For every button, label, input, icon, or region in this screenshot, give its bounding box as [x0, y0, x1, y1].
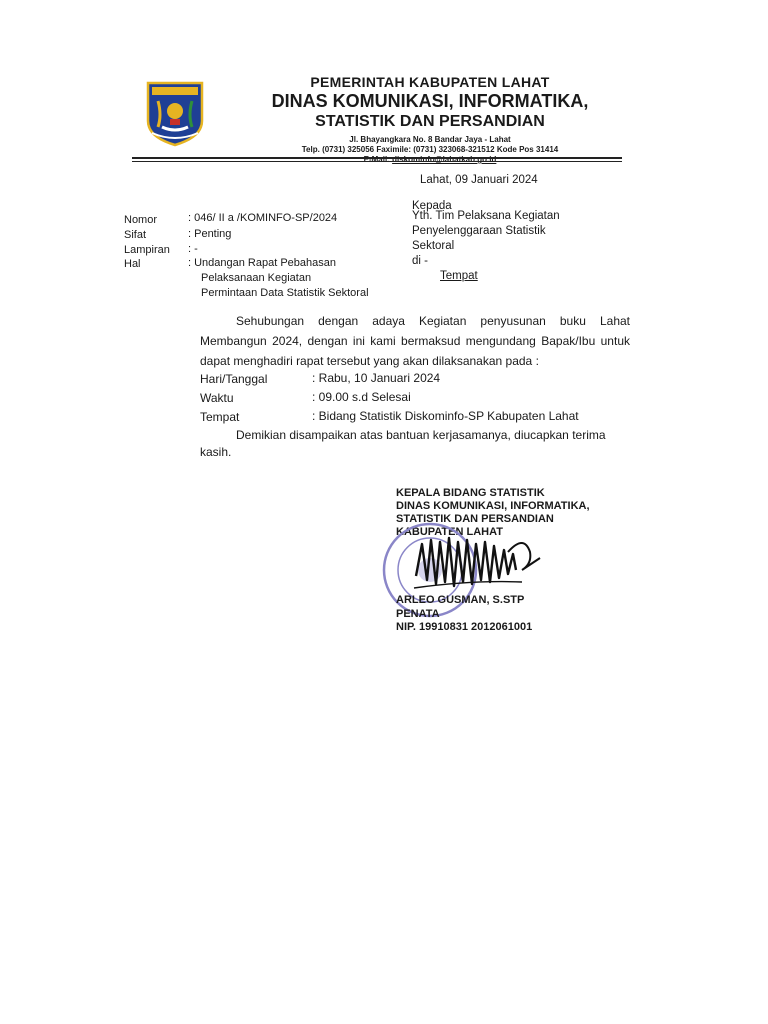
sifat-label: Sifat — [124, 229, 147, 241]
recipient-kepada: Kepada — [412, 200, 452, 212]
recipient-line-3: Sektoral — [412, 240, 455, 252]
signatory-rank: PENATA — [396, 608, 440, 620]
sifat-value: : Penting — [188, 228, 232, 240]
hal-value-2: Pelaksanaan Kegiatan — [201, 272, 312, 284]
letterhead — [230, 74, 630, 165]
letter-date: Lahat, 09 Januari 2024 — [420, 174, 538, 186]
email-link[interactable]: diskominfo@lahatkab.go.id — [392, 155, 497, 164]
closing-line-1: Demikian disampaikan atas bantuan kerjasamanya, diucapkan terima — [236, 428, 606, 442]
schedule-label-time: Waktu — [200, 391, 234, 405]
nomor-label: Nomor — [124, 214, 158, 226]
letterhead-address: Jl. Bhayangkara No. 8 Bandar Jaya - Lahat — [349, 135, 511, 144]
signature-title-1: KEPALA BIDANG STATISTIK — [396, 487, 545, 499]
schedule-label-place: Tempat — [200, 410, 240, 424]
hal-value-1: : Undangan Rapat Pebahasan — [188, 257, 337, 269]
handwritten-signature-icon — [412, 530, 547, 595]
recipient-di: di - — [412, 255, 428, 267]
hal-label: Hal — [124, 258, 141, 270]
nomor-value: : 046/ II a /KOMINFO-SP/2024 — [188, 212, 338, 224]
schedule-value-place: : Bidang Statistik Diskominfo-SP Kabupaten Lahat — [312, 409, 579, 423]
body-paragraph: Sehubungan dengan adaya Kegiatan penyusunan buku Lahat Membangun 2024, dengan ini kami bermaksud mengundang Bapak/Ibu untuk dapat menghadiri rapat tersebut yang akan dilaksanakan pada : — [200, 314, 630, 368]
schedule-label-day: Hari/Tanggal — [200, 372, 268, 386]
email-label: E-Mail: — [363, 155, 390, 164]
lampiran-value: : - — [188, 243, 198, 255]
letterhead-rule-thick — [132, 157, 622, 159]
hal-value-3: Permintaan Data Statistik Sektoral — [201, 287, 369, 299]
signature-title-4: KABUPATEN LAHAT — [396, 526, 503, 538]
lampiran-label: Lampiran — [124, 244, 170, 256]
letterhead-phone: Telp. (0731) 325056 Faximile: (0731) 323068-321512 Kode Pos 31414 — [301, 145, 559, 154]
recipient-tempat: Tempat — [440, 270, 478, 282]
closing-line-2: kasih. — [200, 445, 232, 459]
lahat-regency-emblem-icon — [144, 81, 206, 147]
signatory-nip: NIP. 19910831 2012061001 — [396, 621, 533, 633]
signatory-name: ARLEO GUSMAN, S.STP — [396, 594, 525, 606]
signature-title-3: STATISTIK DAN PERSANDIAN — [396, 513, 554, 525]
letterhead-agency-2: STATISTIK DAN PERSANDIAN — [315, 113, 545, 130]
signature-title-2: DINAS KOMUNIKASI, INFORMATIKA, — [396, 500, 590, 512]
letterhead-rule-thin — [132, 161, 622, 162]
schedule-value-day: : Rabu, 10 Januari 2024 — [312, 371, 441, 385]
letterhead-agency: DINAS KOMUNIKASI, INFORMATIKA, — [271, 91, 589, 111]
recipient-line-2: Penyelenggaraan Statistik — [412, 225, 546, 237]
recipient-line-1: Yth. Tim Pelaksana Kegiatan — [412, 210, 560, 222]
letterhead-government: PEMERINTAH KABUPATEN LAHAT — [310, 74, 550, 90]
schedule-value-time: : 09.00 s.d Selesai — [312, 390, 411, 404]
